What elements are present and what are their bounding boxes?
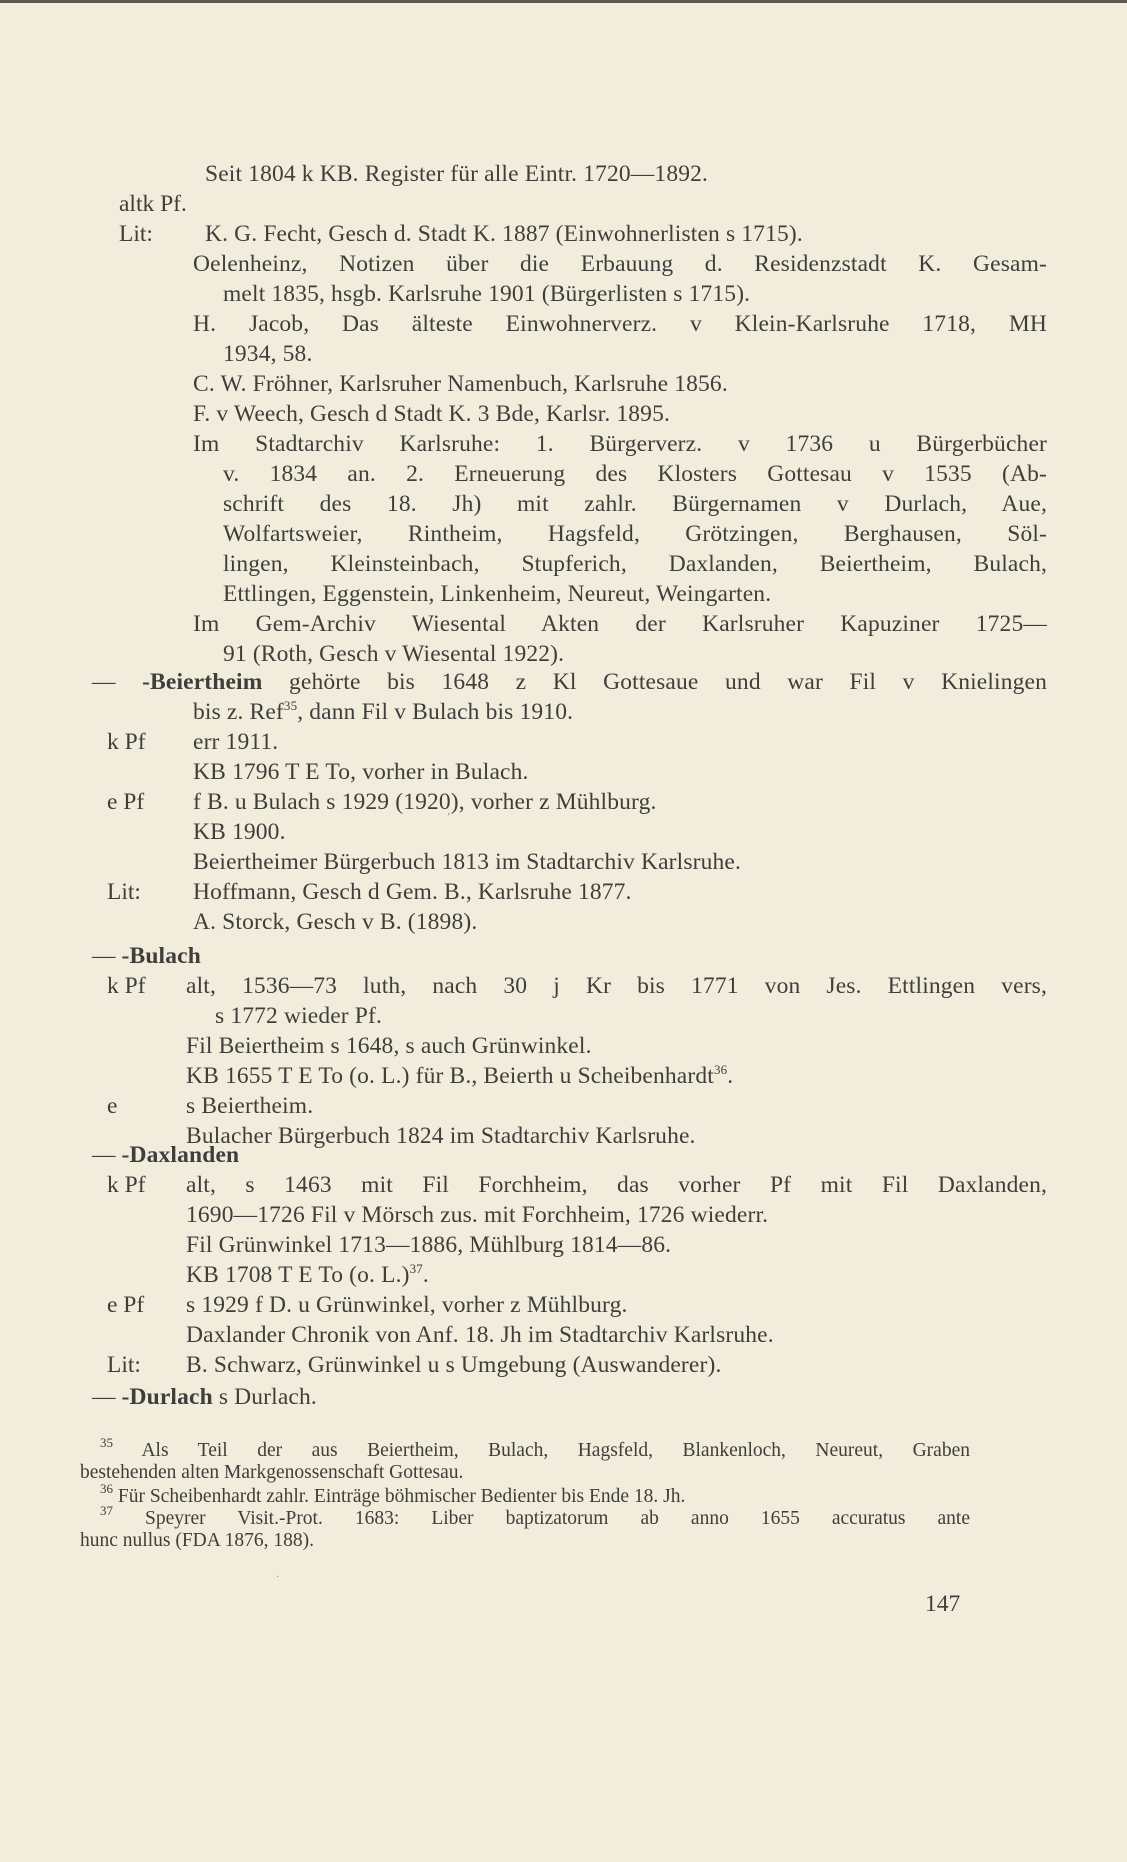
footnote-text: Speyrer Visit.-Prot. 1683: Liber baptizatorum ab anno 1655 accuratus ante [145, 1508, 970, 1529]
lit-entry-cont: Wolfartsweier, Rintheim, Hagsfeld, Grötzingen, Berghausen, Söl- [223, 521, 1047, 547]
footnote-ref: 35 [283, 698, 298, 713]
e-line: s Beiertheim. [186, 1093, 314, 1119]
kpf-line-cont: s 1772 wieder Pf. [215, 1003, 383, 1029]
text-segment: KB 1655 T E To (o. L.) für B., Beierth u Scheibenhardt [186, 1063, 714, 1089]
footnote-text: Als Teil der aus Beiertheim, Bulach, Hagsfeld, Blankenloch, Neureut, Graben [141, 1440, 970, 1461]
footnote-37-cont: hunc nullus (FDA 1876, 188). [80, 1530, 314, 1551]
footnote-number: 37 [100, 1503, 113, 1518]
epf-line: f B. u Bulach s 1929 (1920), vorher z Mühlburg. [193, 789, 657, 815]
print-speck: · [276, 1572, 280, 1583]
entry-dash: — [92, 1142, 116, 1168]
kpf-line: alt, 1536—73 luth, nach 30 j Kr bis 1771 von Jes. Ettlingen vers, [186, 973, 1047, 999]
lit-entry-cont: v. 1834 an. 2. Erneuerung des Klosters Gottesau v 1535 (Ab- [223, 461, 1047, 487]
entry-dash: — [92, 669, 116, 695]
label-lit: Lit: [119, 221, 153, 247]
entry-heading: -Daxlanden [121, 1142, 240, 1168]
entry-dash: — [92, 943, 116, 969]
footnote-number: 36 [100, 1481, 113, 1496]
lit-entry: B. Schwarz, Grünwinkel u s Umgebung (Auswanderer). [186, 1352, 722, 1378]
lit-entry-cont: 91 (Roth, Gesch v Wiesental 1922). [223, 641, 565, 667]
lit-entry: A. Storck, Gesch v B. (1898). [193, 909, 478, 935]
text-segment: KB 1708 T E To (o. L.) [186, 1262, 410, 1288]
label-k-pf: k Pf [107, 729, 146, 755]
label-e: e [107, 1093, 118, 1119]
epf-line: s 1929 f D. u Grünwinkel, vorher z Mühlburg. [186, 1292, 628, 1318]
entry-heading: -Bulach [121, 943, 201, 969]
text-segment: . [422, 1262, 429, 1288]
label-e-pf: e Pf [107, 1292, 145, 1318]
entry-bulach [92, 941, 1047, 971]
kpf-line: KB 1796 T E To, vorher in Bulach. [193, 759, 529, 785]
e-line: Bulacher Bürgerbuch 1824 im Stadtarchiv Karlsruhe. [186, 1123, 696, 1149]
register-line: Seit 1804 k KB. Register für alle Eintr. 1720—1892. [205, 161, 709, 187]
kpf-line: 1690—1726 Fil v Mörsch zus. mit Forchheim, 1726 wiederr. [186, 1202, 769, 1228]
entry-durlach [92, 1382, 1047, 1412]
footnote-37 [100, 1503, 970, 1530]
text-segment: bis z. Ref [193, 699, 284, 725]
label-e-pf: e Pf [107, 789, 145, 815]
entry-text-cont [193, 697, 1047, 727]
kpf-line: err 1911. [193, 729, 279, 755]
kpf-line: alt, s 1463 mit Fil Forchheim, das vorher Pf mit Fil Daxlanden, [186, 1172, 1047, 1198]
kpf-line: Fil Beiertheim s 1648, s auch Grünwinkel. [186, 1033, 592, 1059]
kpf-line [186, 1061, 1047, 1091]
entry-beiertheim [92, 667, 1047, 697]
entry-dash: — [92, 1384, 116, 1410]
entry-daxlanden [92, 1140, 1047, 1170]
lit-entry-cont: schrift des 18. Jh) mit zahlr. Bürgernamen v Durlach, Aue, [223, 491, 1047, 517]
label-k-pf: k Pf [107, 973, 146, 999]
entry-heading: -Durlach [121, 1384, 213, 1410]
lit-entry: Im Stadtarchiv Karlsruhe: 1. Bürgerverz. v 1736 u Bürgerbücher [193, 431, 1047, 457]
entry-text: s Durlach. [218, 1384, 317, 1410]
lit-entry-cont: lingen, Kleinsteinbach, Stupferich, Daxlanden, Beiertheim, Bulach, [223, 551, 1047, 577]
label-lit: Lit: [107, 879, 141, 905]
lit-entry: Hoffmann, Gesch d Gem. B., Karlsruhe 1877. [193, 879, 632, 905]
text-segment: , dann Fil v Bulach bis 1910. [297, 699, 574, 725]
label-lit: Lit: [107, 1352, 141, 1378]
footnote-35-cont: bestehenden alten Markgenossenschaft Gottesau. [80, 1462, 464, 1483]
kpf-line [186, 1260, 1047, 1290]
text-segment: . [727, 1063, 734, 1089]
footnote-ref: 37 [409, 1261, 423, 1276]
epf-line: Daxlander Chronik von Anf. 18. Jh im Stadtarchiv Karlsruhe. [186, 1322, 774, 1348]
lit-entry: H. Jacob, Das älteste Einwohnerverz. v Klein-Karlsruhe 1718, MH [193, 311, 1047, 337]
footnote-36 [100, 1481, 686, 1508]
kpf-line: Fil Grünwinkel 1713—1886, Mühlburg 1814—86. [186, 1232, 672, 1258]
footnote-35 [100, 1435, 970, 1462]
entry-text: gehörte bis 1648 z Kl Gottesaue und war Fil v Knielingen [289, 669, 1048, 695]
entry-heading: -Beiertheim [142, 669, 263, 695]
epf-line: KB 1900. [193, 819, 286, 845]
lit-entry-cont: melt 1835, hsgb. Karlsruhe 1901 (Bürgerlisten s 1715). [223, 281, 751, 307]
footnote-number: 35 [100, 1435, 113, 1450]
lit-entry: Im Gem-Archiv Wiesental Akten der Karlsruher Kapuziner 1725— [193, 611, 1047, 637]
lit-entry: Oelenheinz, Notizen über die Erbauung d. Residenzstadt K. Gesam- [193, 251, 1047, 277]
lit-entry-cont: 1934, 58. [223, 341, 313, 367]
lit-entry: F. v Weech, Gesch d Stadt K. 3 Bde, Karlsr. 1895. [193, 401, 670, 427]
label-k-pf: k Pf [107, 1172, 146, 1198]
epf-line: Beiertheimer Bürgerbuch 1813 im Stadtarchiv Karlsruhe. [193, 849, 742, 875]
lit-entry: K. G. Fecht, Gesch d. Stadt K. 1887 (Einwohnerlisten s 1715). [205, 221, 803, 247]
print-speck: ʼ [447, 812, 451, 823]
footnote-ref: 36 [713, 1062, 728, 1077]
lit-entry: C. W. Fröhner, Karlsruher Namenbuch, Karlsruhe 1856. [193, 371, 728, 397]
page-number: 147 [925, 1591, 961, 1617]
footnote-text: Für Scheibenhardt zahlr. Einträge böhmischer Bedienter bis Ende 18. Jh. [117, 1486, 686, 1507]
lit-entry-cont: Ettlingen, Eggenstein, Linkenheim, Neureut, Weingarten. [223, 581, 772, 607]
label-altk-pf: altk Pf. [119, 191, 187, 217]
